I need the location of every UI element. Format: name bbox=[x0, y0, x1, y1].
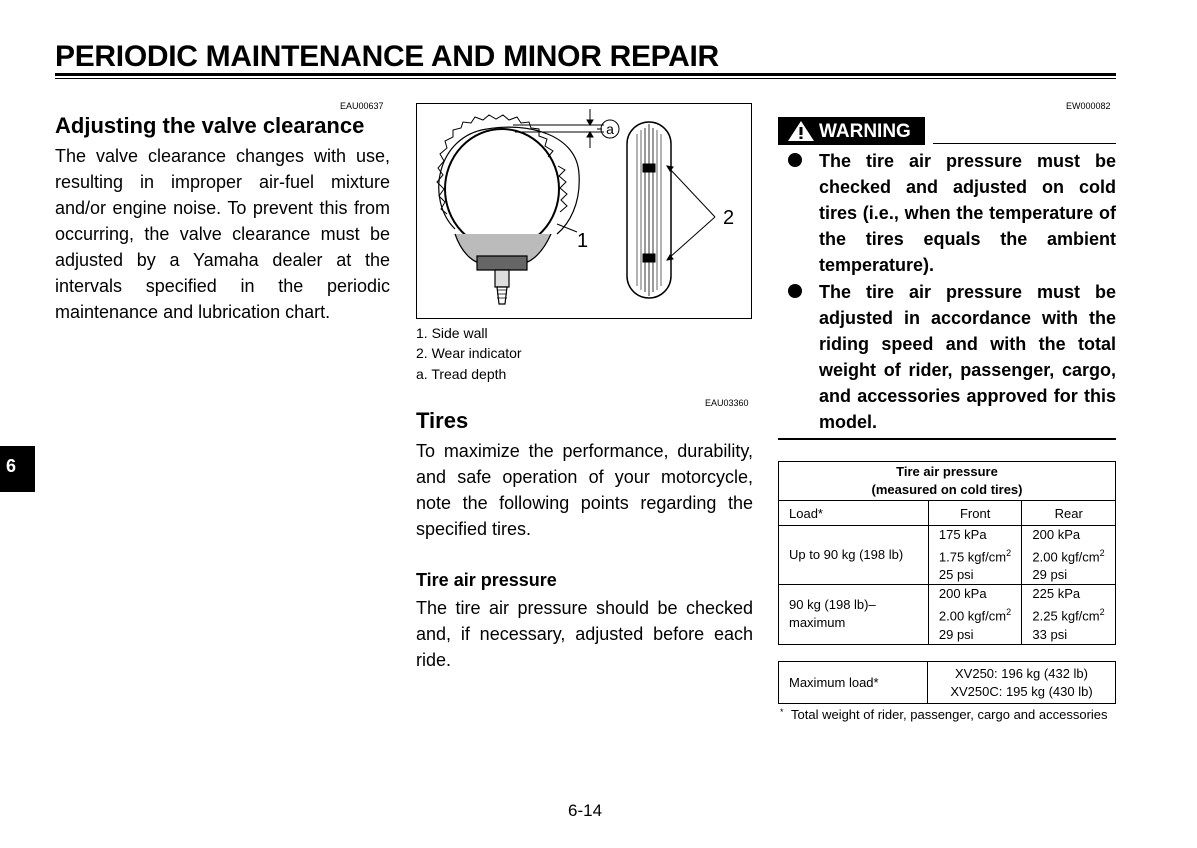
kgf-value: 1.75 kgf/$cm^2$ bbox=[938, 548, 1012, 565]
tire-figure bbox=[416, 103, 752, 319]
kpa-value: 200 kPa bbox=[1032, 527, 1081, 542]
valve-clearance-heading: Adjusting the valve clearance bbox=[55, 113, 365, 138]
kgf-value: 2.00 kgf/$cm^2$ bbox=[938, 607, 1012, 624]
psi-value: 25 psi bbox=[938, 567, 974, 583]
warning-end-rule bbox=[778, 438, 1116, 440]
footnote-marker: * bbox=[780, 707, 784, 717]
table-title bbox=[779, 462, 1116, 501]
tire-cross-section bbox=[437, 115, 579, 304]
row-load: 90 kg (198 lb)– maximum bbox=[779, 585, 929, 644]
warning-item: The tire air pressure must be checked and adjusted on cold tires (i.e., when the temperature of the tires equals the ambient temperature). bbox=[819, 151, 1116, 275]
chapter-number: 6 bbox=[6, 456, 17, 476]
bullet-icon bbox=[788, 284, 802, 298]
section-code: EAU00637 bbox=[340, 101, 384, 111]
table-row bbox=[779, 526, 1116, 585]
table-subtitle: (measured on cold tires) bbox=[871, 482, 1023, 497]
kpa-value: 225 kPa bbox=[1032, 586, 1081, 602]
kpa-value: 200 kPa bbox=[938, 586, 987, 602]
row-load: Up to 90 kg (198 lb) bbox=[779, 526, 929, 585]
warning-item: The tire air pressure must be adjusted in accordance with the riding speed and with the total weight of rider, passenger, cargo, and accessories approved for this model. bbox=[819, 282, 1116, 432]
kgf-value: 2.25 kgf/$cm^2$ bbox=[1032, 607, 1105, 624]
rear-value bbox=[1022, 526, 1116, 585]
label-a: a bbox=[606, 121, 614, 137]
warning-rule bbox=[933, 143, 1116, 144]
header-rear: Rear bbox=[1022, 501, 1116, 526]
front-value bbox=[928, 526, 1022, 585]
psi-value: 33 psi bbox=[1032, 626, 1068, 642]
tire-tread-view bbox=[627, 122, 715, 298]
table-title-line: Tire air pressure bbox=[896, 464, 998, 479]
front-value bbox=[928, 585, 1022, 644]
title-rule-thin bbox=[55, 78, 1116, 79]
figure-caption: 2. Wear indicator bbox=[416, 345, 522, 361]
label-2: 2 bbox=[723, 207, 735, 229]
tire-pressure-subheading: Tire air pressure bbox=[416, 570, 557, 590]
page-number: 6-14 bbox=[568, 801, 603, 820]
tire-diagram bbox=[417, 104, 751, 318]
page-title: PERIODIC MAINTENANCE AND MINOR REPAIR bbox=[55, 40, 719, 73]
max-load-label: Maximum load* bbox=[779, 662, 928, 704]
bullet-icon bbox=[788, 153, 802, 167]
psi-value: 29 psi bbox=[938, 626, 974, 642]
kgf-value: 2.00 kgf/$cm^2$ bbox=[1032, 548, 1105, 565]
warning-badge bbox=[778, 117, 925, 145]
figure-caption: 1. Side wall bbox=[416, 325, 488, 341]
header-front: Front bbox=[928, 501, 1022, 526]
header-load: Load* bbox=[779, 501, 929, 526]
chapter-tab bbox=[0, 446, 35, 492]
max-load-values: XV250: 196 kg (432 lb) XV250C: 195 kg (430 lb) bbox=[928, 662, 1116, 704]
section-code: EAU03360 bbox=[705, 398, 749, 408]
warning-triangle-icon bbox=[786, 119, 816, 143]
tire-pressure-table bbox=[778, 461, 1116, 645]
tires-heading: Tires bbox=[416, 408, 469, 433]
figure-caption: a. Tread depth bbox=[416, 366, 507, 382]
table-row bbox=[779, 585, 1116, 644]
tire-pressure-text: The tire air pressure should be checked and, if necessary, adjusted before each ride. bbox=[416, 598, 753, 670]
tires-text: To maximize the performance, durability, and safe operation of your motorcycle, note the following points regarding the specified tires. bbox=[416, 441, 753, 539]
warning-label: WARNING bbox=[819, 121, 911, 142]
psi-value: 29 psi bbox=[1032, 567, 1068, 583]
footnote: Total weight of rider, passenger, cargo and accessories bbox=[791, 707, 1108, 722]
table-header-row bbox=[779, 501, 1116, 526]
kpa-value: 175 kPa bbox=[938, 527, 987, 542]
table-row bbox=[779, 662, 1116, 704]
valve-clearance-text: The valve clearance changes with use, resulting in improper air-fuel mixture and/or engine noise. To prevent this from occurring, the valve clearance must be adjusted by a Yamaha dealer at the intervals specified in the periodic maintenance and lubrication chart. bbox=[55, 146, 390, 322]
label-1: 1 bbox=[577, 230, 589, 252]
section-code: EW000082 bbox=[1066, 101, 1111, 111]
rear-value bbox=[1022, 585, 1116, 644]
title-rule bbox=[55, 73, 1116, 76]
maximum-load-table bbox=[778, 661, 1116, 704]
